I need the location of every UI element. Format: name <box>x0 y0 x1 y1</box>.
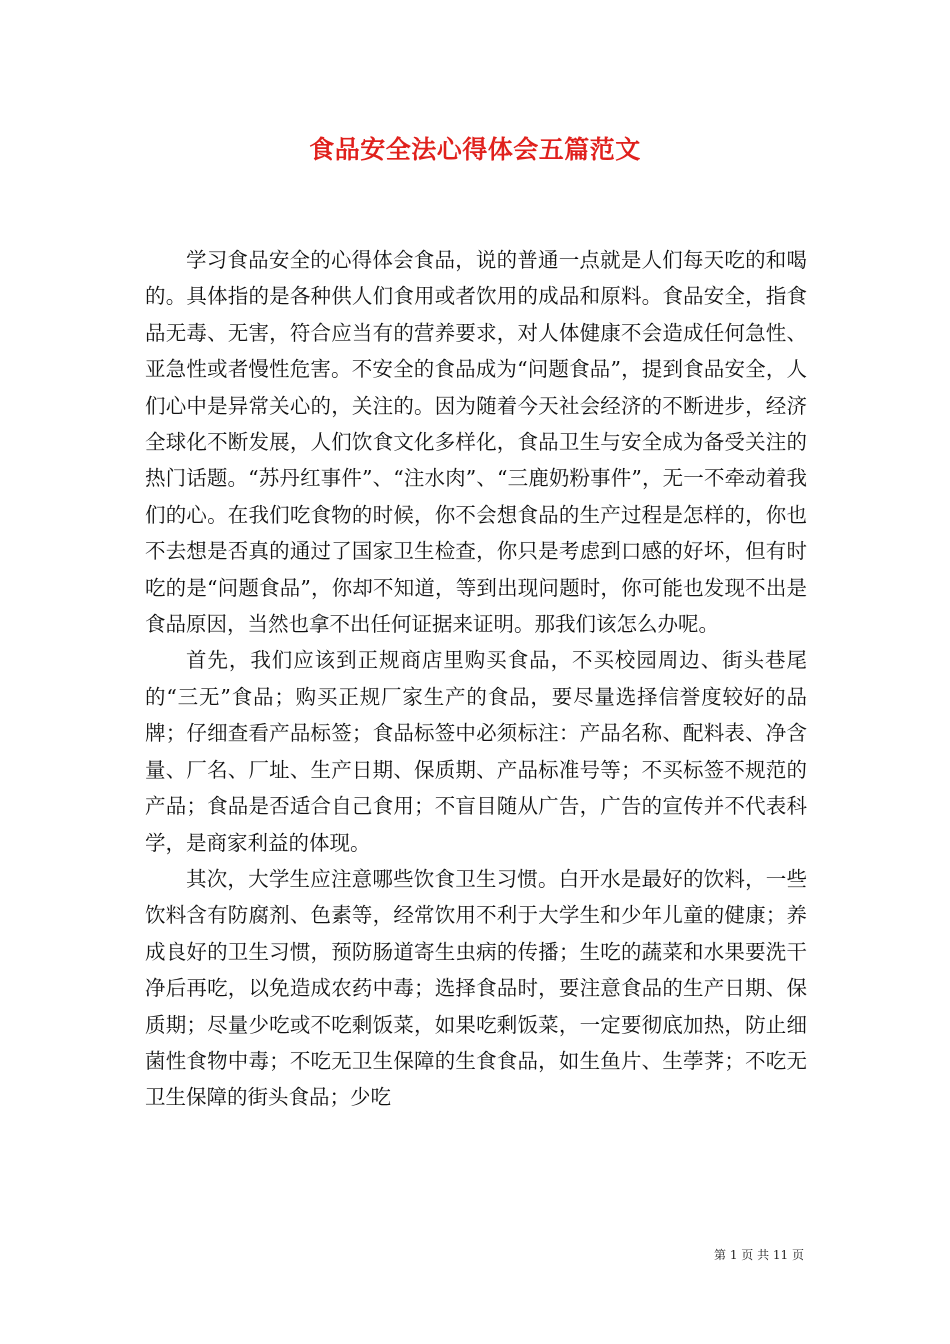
paragraph-second: 其次，大学生应注意哪些饮食卫生习惯。白开水是最好的饮料，一些饮料含有防腐剂、色素等，经常饮用不利于大学生和少年儿童的健康；养成良好的卫生习惯，预防肠道寄生虫病的传播；生吃的蔬菜和水果要洗干净后再吃，以免造成农药中毒；选择食品时，要注意食品的生产日期、保质期；尽量少吃或不吃剩饭菜，如果吃剩饭菜，一定要彻底加热，防止细菌性食物中毒；不吃无卫生保障的生食食品，如生鱼片、生荸荠；不吃无卫生保障的街头食品；少吃 <box>145 866 807 1110</box>
page-number-footer: 第 1 页 共 11 页 <box>714 1248 804 1262</box>
paragraph-first: 首先，我们应该到正规商店里购买食品，不买校园周边、街头巷尾的“三无”食品；购买正规厂家生产的食品，要尽量选择信誉度较好的品牌；仔细查看产品标签；食品标签中必须标注：产品名称、配料表、净含量、厂名、厂址、生产日期、保质期、产品标准号等；不买标签不规范的产品；食品是否适合自己食用；不盲目随从广告，广告的宣传并不代表科学，是商家利益的体现。 <box>145 648 807 855</box>
paragraph-intro: 学习食品安全的心得体会食品，说的普通一点就是人们每天吃的和喝的。具体指的是各种供人们食用或者饮用的成品和原料。食品安全，指食品无毒、无害，符合应当有的营养要求，对人体健康不会造成任何急性、亚急性或者慢性危害。不安全的食品成为“问题食品”，提到食品安全，人们心中是异常关心的，关注的。因为随着今天社会经济的不断进步，经济全球化不断发展，人们饮食文化多样化，食品卫生与安全成为备受关注的热门话题。“苏丹红事件”、“注水肉”、“三鹿奶粉事件”，无一不牵动着我们的心。在我们吃食物的时候，你不会想食品的生产过程是怎样的，你也不去想是否真的通过了国家卫生检查，你只是考虑到口感的好坏，但有时吃的是“问题食品”，你却不知道，等到出现问题时，你可能也发现不出是食品原因，当然也拿不出任何证据来证明。那我们该怎么办呢。 <box>145 248 807 637</box>
document-title: 食品安全法心得体会五篇范文 <box>309 135 641 164</box>
document-body <box>145 242 807 1116</box>
